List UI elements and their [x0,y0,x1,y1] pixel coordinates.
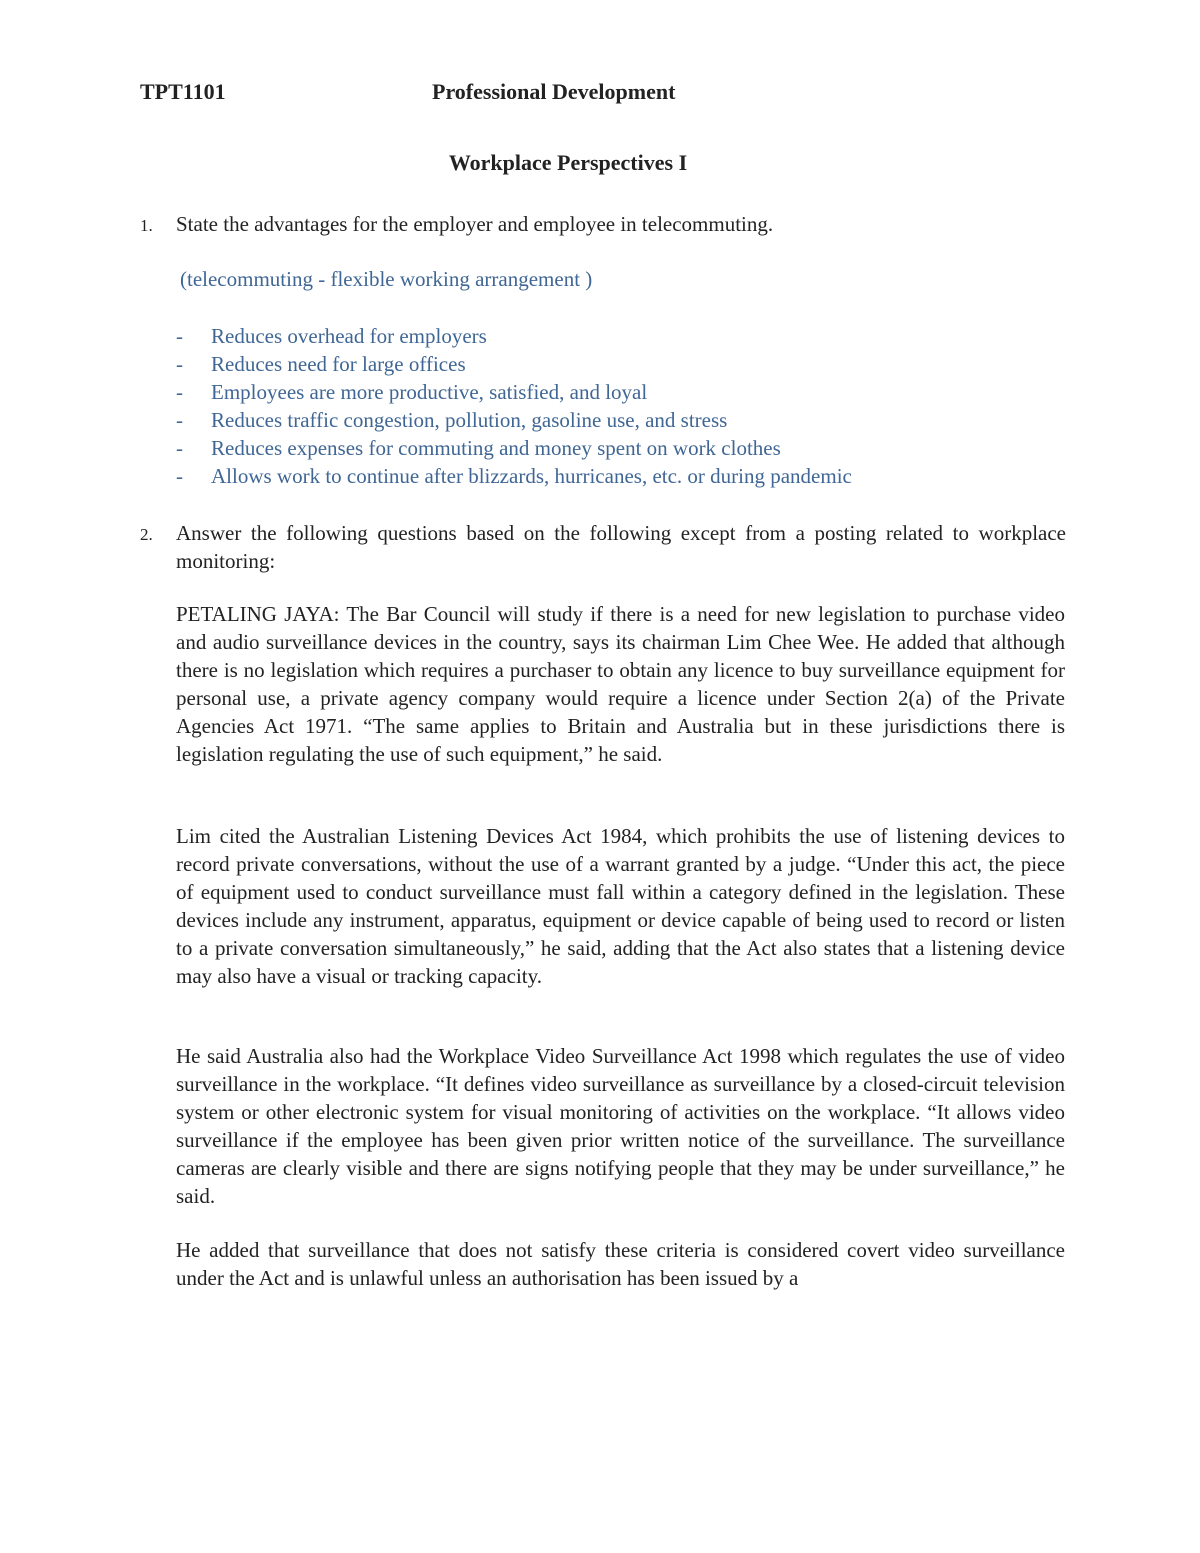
list-item [176,322,852,350]
question-1 [140,210,1066,238]
list-item [176,434,852,462]
answer-text: Allows work to continue after blizzards, hurricanes, etc. or during pandemic [211,464,852,488]
bullet-marker: - [176,380,183,404]
excerpt-paragraph: PETALING JAYA: The Bar Council will study if there is a need for new legislation to purchase video and audio surveillance devices in the country, says its chairman Lim Chee Wee. He added that although there is no legislation which requires a purchaser to obtain any licence to buy surveillance equipment for personal use, a private agency company would require a licence under Section 2(a) of the Private Agencies Act 1971. “The same applies to Britain and Australia but in these jurisdictions there is legislation regulating the use of such equipment,” he said. [176,602,1065,766]
bullet-marker: - [176,408,183,432]
answer-text: Reduces expenses for commuting and money spent on work clothes [211,436,781,460]
bullet-marker: - [176,352,183,376]
question-text: State the advantages for the employer and employee in telecommuting. [176,212,774,236]
answer-text: Employees are more productive, satisfied, and loyal [211,380,648,404]
list-item [176,350,852,378]
question-number: 2. [140,525,153,544]
course-code: TPT1101 [140,79,226,104]
list-item [176,462,852,490]
answer-text: Reduces need for large offices [211,352,466,376]
bullet-marker: - [176,436,183,460]
answer-text: Reduces traffic congestion, pollution, gasoline use, and stress [211,408,728,432]
list-item [176,406,852,434]
question-text: Answer the following questions based on the following except from a posting related to workplace monitoring: [176,521,1066,573]
excerpt-paragraph: He added that surveillance that does not satisfy these criteria is considered covert video surveillance under the Act and is unlawful unless an authorisation has been issued by a [176,1238,1065,1290]
subject-title: Professional Development [432,79,676,104]
bullet-marker: - [176,464,183,488]
answer-text: Reduces overhead for employers [211,324,487,348]
list-item [176,378,852,406]
question-2 [140,519,1066,575]
bullet-marker: - [176,324,183,348]
excerpt-paragraph: He said Australia also had the Workplace Video Surveillance Act 1998 which regulates the use of video surveillance in the workplace. “It defines video surveillance as surveillance by a closed-circuit television system or other electronic system for visual monitoring of activities on the workplace. “It allows video surveillance if the employee has been given prior written notice of the surveillance. The surveillance cameras are clearly visible and there are signs notifying people that they may be under surveillance,” he said. [176,1044,1065,1208]
question-number: 1. [140,216,153,235]
document-title: Workplace Perspectives I [448,150,688,175]
answer-list [176,322,852,490]
answer-note: (telecommuting - flexible working arrangement ) [180,267,593,291]
excerpt-paragraph: Lim cited the Australian Listening Devices Act 1984, which prohibits the use of listening devices to record private conversations, without the use of a warrant granted by a judge. “Under this act, the piece of equipment used to conduct surveillance must fall within a category defined in the legislation. These devices include any instrument, apparatus, equipment or device capable of being used to record or listen to a private conversation simultaneously,” he said, adding that the Act also states that a listening device may also have a visual or tracking capacity. [176,824,1065,988]
